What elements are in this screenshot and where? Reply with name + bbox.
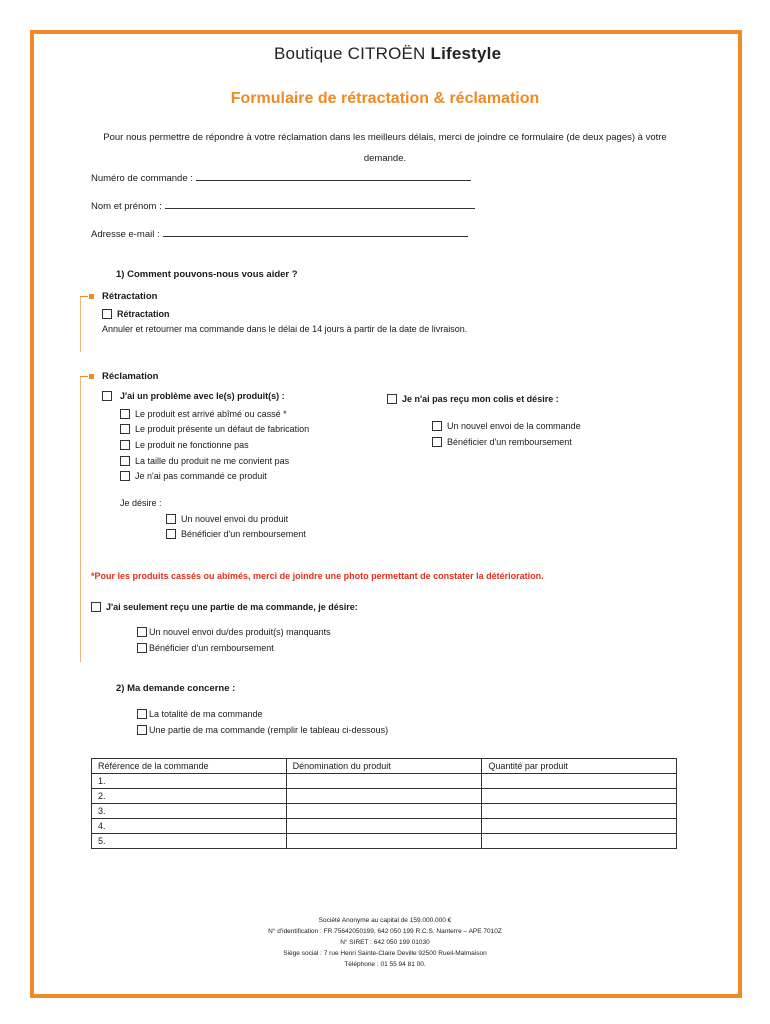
form-title: Formulaire de rétractation & réclamation (230, 90, 540, 107)
checkbox[interactable] (91, 602, 101, 612)
reclamation-header: Réclamation (102, 371, 159, 382)
row-number[interactable]: 4. (92, 819, 287, 834)
footer-line: N° d'identification : FR 75642050199, 642 050 199 R.C.S. Nanterre – APE 7010Z (268, 928, 502, 935)
header-reference: Référence de la commande (92, 759, 287, 774)
problem-item[interactable]: Le produit ne fonctionne pas (120, 440, 249, 450)
problem-item[interactable]: Je n'ai pas commandé ce produit (120, 471, 267, 481)
table-header-row (92, 759, 677, 774)
checkbox[interactable] (166, 529, 176, 539)
reclamation-bullet (89, 374, 94, 379)
table-cell[interactable] (286, 789, 482, 804)
footer-line: N° SIRET : 642 050 199 01030 (340, 939, 430, 946)
checkbox[interactable] (137, 725, 147, 735)
retractation-option[interactable]: Rétractation (102, 309, 170, 319)
row-number[interactable]: 3. (92, 804, 287, 819)
table-cell[interactable] (482, 834, 677, 849)
footer-line: Siège social : 7 rue Henri Sainte-Claire Deville 92500 Rueil-Malmaison (283, 950, 487, 957)
retractation-header: Rétractation (102, 291, 158, 302)
concern-item[interactable]: La totalité de ma commande (137, 709, 263, 719)
products-table (91, 758, 677, 849)
retractation-bracket (80, 296, 81, 352)
checkbox[interactable] (120, 409, 130, 419)
table-row (92, 774, 677, 789)
table-cell[interactable] (286, 834, 482, 849)
problem-item[interactable]: La taille du produit ne me convient pas (120, 456, 289, 466)
checkbox[interactable] (137, 643, 147, 653)
table-cell[interactable] (286, 819, 482, 834)
question-2: 2) Ma demande concerne : (116, 683, 236, 694)
not-received-option[interactable]: Je n'ai pas reçu mon colis et désire : (387, 394, 559, 404)
table-cell[interactable] (482, 774, 677, 789)
checkbox[interactable] (166, 514, 176, 524)
footer-line: Téléphone : 01 55 94 81 00. (344, 961, 426, 968)
desire-label: Je désire : (120, 498, 162, 508)
table-cell[interactable] (482, 789, 677, 804)
checkbox[interactable] (120, 424, 130, 434)
table-row (92, 804, 677, 819)
order-number-field[interactable]: Numéro de commande : (91, 172, 471, 184)
partial-item[interactable]: Un nouvel envoi du/des produit(s) manquants (137, 627, 331, 637)
table-cell[interactable] (482, 804, 677, 819)
checkbox[interactable] (120, 440, 130, 450)
table-cell[interactable] (286, 774, 482, 789)
retractation-tick (80, 296, 88, 297)
footer-line: Société Anonyme au capital de 159.000.000 € (318, 917, 452, 924)
partial-item[interactable]: Bénéficier d'un remboursement (137, 643, 274, 653)
brand-logo: Boutique CITROËN Lifestyle (274, 44, 502, 63)
intro-text: Pour nous permettre de répondre à votre réclamation dans les meilleurs délais, merci de joindre ce formulaire (de deux pages) à votre demande. (103, 132, 667, 164)
reclamation-bracket (80, 376, 81, 662)
photo-note: *Pour les produits cassés ou abîmés, merci de joindre une photo permettant de constater la détérioration. (91, 571, 544, 581)
table-row (92, 834, 677, 849)
problem-option[interactable]: J'ai un problème avec le(s) produit(s) : (102, 391, 285, 401)
retractation-bullet (89, 294, 94, 299)
desire-item[interactable]: Bénéficier d'un remboursement (166, 529, 306, 539)
header-denomination: Dénomination du produit (286, 759, 482, 774)
checkbox[interactable] (137, 709, 147, 719)
retractation-description: Annuler et retourner ma commande dans le délai de 14 jours à partir de la date de livraison. (102, 324, 468, 334)
table-row (92, 789, 677, 804)
checkbox[interactable] (137, 627, 147, 637)
checkbox[interactable] (120, 456, 130, 466)
checkbox[interactable] (387, 394, 397, 404)
table-row (92, 819, 677, 834)
problem-item[interactable]: Le produit présente un défaut de fabrication (120, 424, 309, 434)
checkbox[interactable] (432, 421, 442, 431)
row-number[interactable]: 5. (92, 834, 287, 849)
reclamation-tick (80, 376, 88, 377)
row-number[interactable]: 1. (92, 774, 287, 789)
checkbox[interactable] (432, 437, 442, 447)
row-number[interactable]: 2. (92, 789, 287, 804)
desire-item[interactable]: Un nouvel envoi du produit (166, 514, 288, 524)
checkbox[interactable] (102, 309, 112, 319)
table-cell[interactable] (286, 804, 482, 819)
company-footer (0, 915, 770, 970)
checkbox[interactable] (120, 471, 130, 481)
concern-item[interactable]: Une partie de ma commande (remplir le tableau ci-dessous) (137, 725, 388, 735)
not-received-item[interactable]: Un nouvel envoi de la commande (432, 421, 581, 431)
name-field[interactable]: Nom et prénom : (91, 200, 475, 212)
not-received-item[interactable]: Bénéficier d'un remboursement (432, 437, 572, 447)
header-quantity: Quantité par produit (482, 759, 677, 774)
table-cell[interactable] (482, 819, 677, 834)
problem-item[interactable]: Le produit est arrivé abîmé ou cassé * (120, 409, 287, 419)
question-1: 1) Comment pouvons-nous vous aider ? (116, 269, 298, 280)
email-field[interactable]: Adresse e-mail : (91, 228, 468, 240)
partial-option[interactable]: J'ai seulement reçu une partie de ma commande, je désire: (91, 602, 358, 612)
checkbox[interactable] (102, 391, 112, 401)
